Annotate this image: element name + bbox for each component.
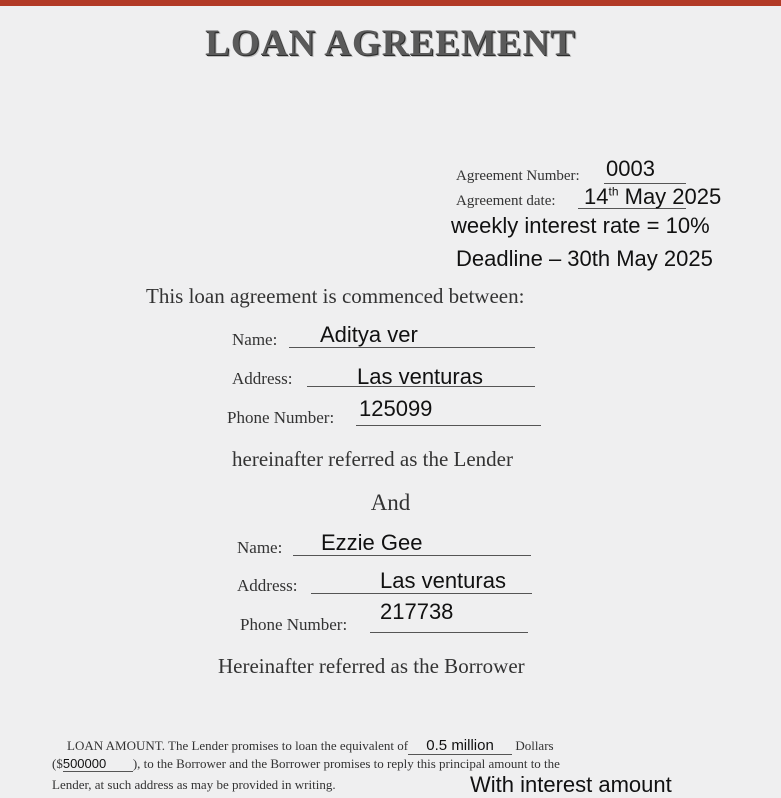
lender-address-value: Las venturas <box>357 364 483 389</box>
loan-amount-line-1 <box>67 737 554 755</box>
lender-referred-text: hereinafter referred as the Lender <box>232 447 513 471</box>
agreement-date-label: Agreement date: <box>456 193 556 209</box>
loan-amount-line-3: Lender, at such address as may be provided in writing. <box>52 777 336 792</box>
agreement-date-rest: May 2025 <box>618 184 722 209</box>
lender-name-label: Name: <box>232 330 278 349</box>
loan-amount-text-2: Dollars <box>515 738 554 753</box>
loan-amount-text-1: The Lender promises to loan the equivalent of <box>168 738 409 753</box>
borrower-referred-text: Hereinafter referred as the Borrower <box>218 654 525 678</box>
lender-phone-line <box>356 425 541 426</box>
loan-amount-line-2 <box>52 756 560 772</box>
loan-amount-number: 500000 <box>63 756 133 772</box>
lender-name-value: Aditya ver <box>320 322 418 347</box>
lender-phone-value: 125099 <box>359 396 433 421</box>
lender-phone-label: Phone Number: <box>227 408 335 427</box>
agreement-date-suffix: th <box>608 184 619 199</box>
loan-amount-paren-open: ($ <box>52 756 63 771</box>
interest-rate-text: weekly interest rate = 10% <box>451 213 710 238</box>
borrower-name-label: Name: <box>237 538 283 557</box>
loan-amount-heading: LOAN AMOUNT. <box>67 738 165 753</box>
agreement-number-label: Agreement Number: <box>456 168 580 184</box>
borrower-address-value: Las venturas <box>380 568 506 593</box>
borrower-name-value: Ezzie Gee <box>321 530 423 555</box>
agreement-date-day: 14 <box>584 184 609 209</box>
document-title: LOAN AGREEMENT <box>205 23 576 64</box>
commenced-text: This loan agreement is commenced between: <box>146 284 525 308</box>
borrower-phone-label: Phone Number: <box>240 615 348 634</box>
agreement-date-value <box>584 184 721 210</box>
lender-address-label: Address: <box>232 369 293 388</box>
top-accent-bar <box>0 0 781 6</box>
borrower-address-label: Address: <box>237 576 298 595</box>
deadline-text: Deadline – 30th May 2025 <box>456 246 713 271</box>
agreement-number-value: 0003 <box>606 156 655 181</box>
borrower-phone-value: 217738 <box>380 599 454 624</box>
and-text: And <box>370 490 411 515</box>
interest-amount-note: With interest amount <box>470 772 672 797</box>
borrower-phone-line <box>370 632 528 633</box>
loan-amount-words: 0.5 million <box>408 737 512 755</box>
loan-amount-text-3: ), to the Borrower and the Borrower promises to reply this principal amount to the <box>132 756 560 771</box>
